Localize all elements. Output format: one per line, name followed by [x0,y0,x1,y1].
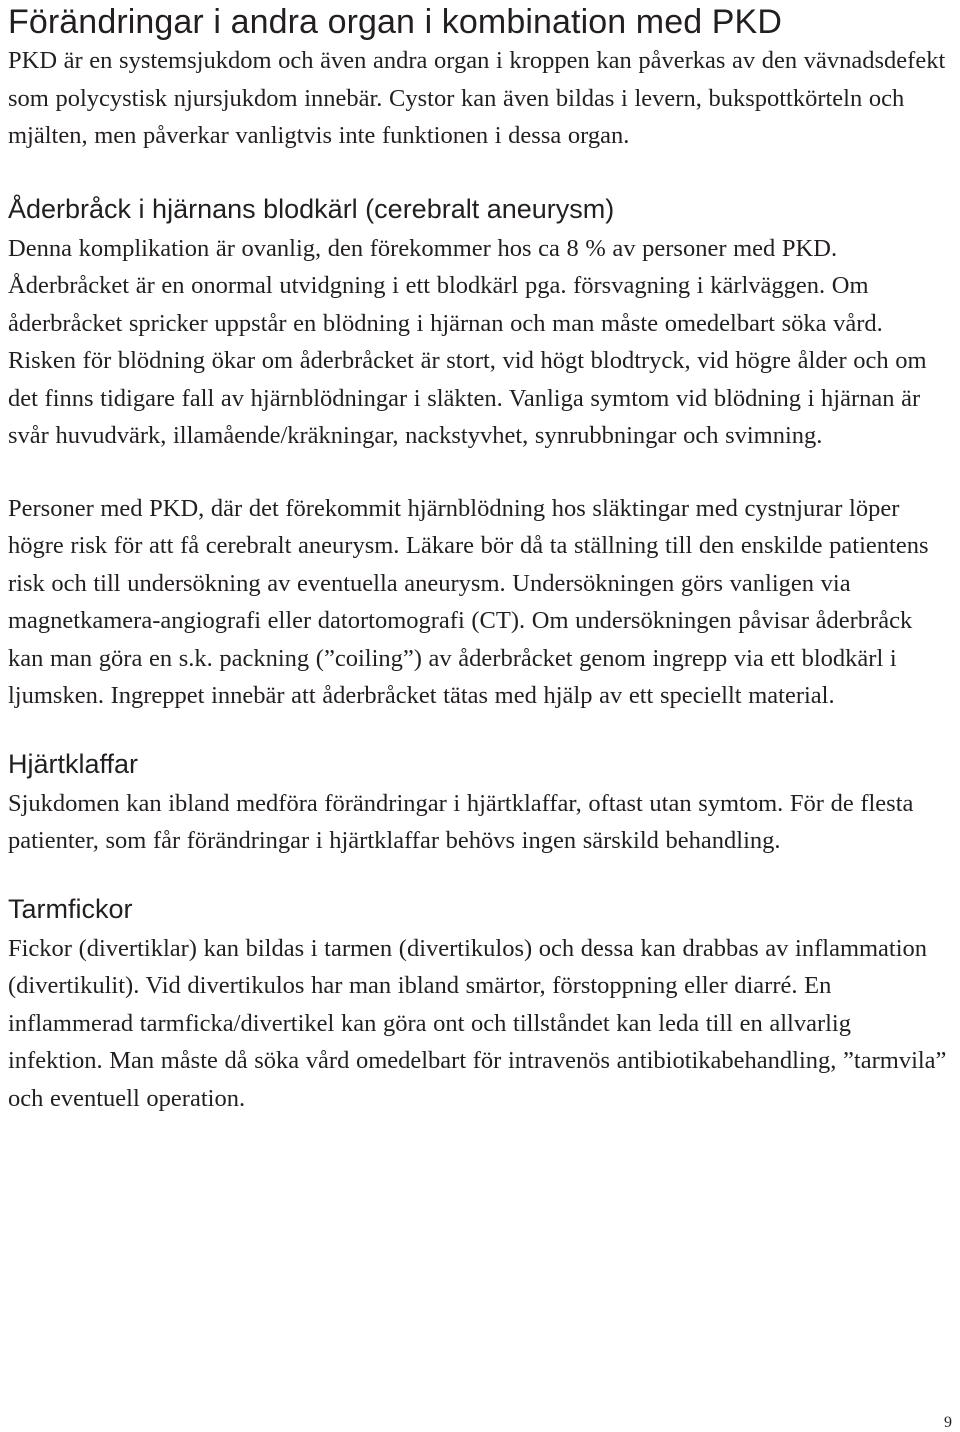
document-page [8,0,948,1117]
section-heading-heart-valves: Hjärtklaffar [8,748,139,779]
intro-paragraph: PKD är en systemsjukdom och även andra organ i kroppen kan påverkas av den vävnadsdefekt som polycystisk njursjukdom innebär. Cystor kan även bildas i levern, bukspottkörteln och mjälten, men påverkar vanligtvis inte funktionen i dessa organ. [8,47,946,149]
diverticula-paragraph: Fickor (divertiklar) kan bildas i tarmen (divertikulos) och dessa kan drabbas av inflammation (divertikulit). Vid divertikulos har man ibland smärtor, förstoppning eller diarré. En inflammerad tarmficka/divertikel kan göra ont och tillståndet kan leda till en allvarlig infektion. Man måste då söka vård omedelbart för intravenös antibiotikabehandling, ”tarmvila” och eventuell operation. [8,934,947,1112]
section-heading-diverticula: Tarmfickor [8,893,133,924]
section-heading-aneurysm: Åderbråck i hjärnans blodkärl (cerebralt aneurysm) [8,193,615,224]
page-number: 9 [944,1414,952,1431]
heart-valves-paragraph: Sjukdomen kan ibland medföra förändringar i hjärtklaffar, oftast utan symtom. För de flesta patienter, som får förändringar i hjärtklaffar behövs ingen särskild behandling. [8,789,914,854]
aneurysm-paragraph-1: Denna komplikation är ovanlig, den förekommer hos ca 8 % av personer med PKD. Åderbråcket är en onormal utvidgning i ett blodkärl pga. försvagning i kärlväggen. Om åderbråcket spricker uppstår en blödning i hjärnan och man måste omedelbart söka vård. Risken för blödning ökar om åderbråcket är stort, vid högt blodtryck, vid högre ålder och om det finns tidigare fall av hjärnblödningar i släkten. Vanliga symtom vid blödning i hjärnan är svår huvudvärk, illamående/kräkningar, nackstyvhet, synrubbningar och svimning. [8,234,927,449]
aneurysm-paragraph-2: Personer med PKD, där det förekommit hjärnblödning hos släktingar med cystnjurar löper högre risk för att få cerebralt aneurysm. Läkare bör då ta ställning till den enskilde patientens risk och till undersökning av eventuella aneurysm. Undersökningen görs vanligen via magnetkamera-angiografi eller datortomografi (CT). Om undersökningen påvisar åderbråck kan man göra en s.k. packning (”coiling”) av åderbråcket genom ingrepp via ett blodkärl i ljumsken. Ingreppet innebär att åderbråcket tätas med hjälp av ett speciellt material. [8,494,929,709]
page-title: Förändringar i andra organ i kombination med PKD [8,3,782,41]
